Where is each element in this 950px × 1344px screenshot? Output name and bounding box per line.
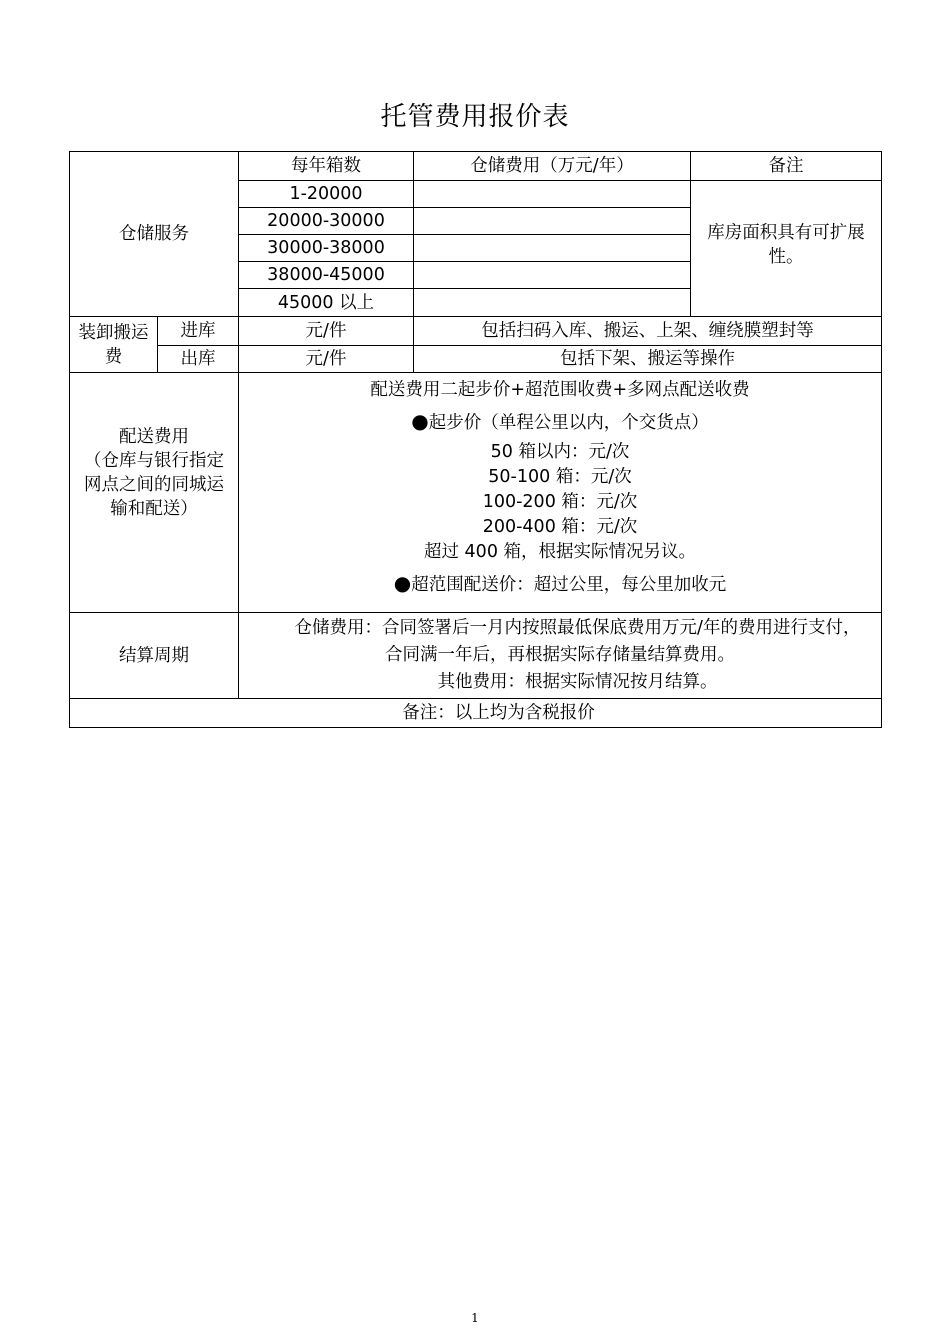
range-cell: 38000-45000 [239,262,414,289]
settlement-para-storage: 仓储费用：合同签署后一月内按照最低保底费用万元/年的费用进行支付，合同满一年后，再根据实际存储量结算费用。 [294,618,861,665]
delivery-tier: 超过 400 箱，根据实际情况另议。 [423,541,697,562]
handling-desc-out: 包括下架、搬运等操作 [414,346,882,373]
delivery-label: 配送费用 [119,426,189,447]
handling-fee-label [70,317,158,373]
storage-fee-cell[interactable] [414,262,691,289]
storage-service-label: 仓储服务 [70,152,239,317]
handling-unit-out: 元/件 [239,346,414,373]
range-cell: 20000-30000 [239,208,414,235]
header-remark: 备注 [691,152,882,181]
bullet-dot-icon: ● [393,570,412,595]
delivery-tier: 100-200 箱：元/次 [482,491,638,512]
delivery-bullet-extra [253,570,867,598]
footnote: 备注：以上均为含税报价 [70,699,882,728]
delivery-bullet-start [253,408,867,436]
delivery-tier: 50 箱以内：元/次 [490,441,630,462]
handling-fee-label-text: 装卸搬运费 [78,322,149,367]
storage-remark-cell [691,181,882,317]
storage-fee-cell[interactable] [414,289,691,317]
settlement-label: 结算周期 [70,613,239,699]
delivery-formula: 配送费用二起步价+超范围收费+多网点配送收费 [370,379,750,400]
header-storage-fee: 仓储费用（万元/年） [414,152,691,181]
settlement-detail [239,613,882,699]
range-cell: 45000 以上 [239,289,414,317]
delivery-fee-label [70,373,239,613]
delivery-bullet-start-text: 起步价（单程公里以内，个交货点） [428,412,709,433]
delivery-label-block [70,425,238,561]
handling-unit-in: 元/件 [239,317,414,346]
range-cell: 1-20000 [239,181,414,208]
storage-fee-cell[interactable] [414,181,691,208]
page-number: 1 [471,1311,479,1325]
delivery-sublabel: （仓库与银行指定网点之间的同城运输和配送） [84,450,224,519]
quote-table [69,151,882,728]
delivery-tier: 200-400 箱：元/次 [482,516,638,537]
page-title: 托管费用报价表 [380,102,570,132]
handling-desc-in: 包括扫码入库、搬运、上架、缠绕膜塑封等 [414,317,882,346]
range-cell: 30000-38000 [239,235,414,262]
settlement-para-other: 其他费用：根据实际情况按月结算。 [437,672,718,692]
storage-remark-text: 库房面积具有可扩展性。 [707,222,865,267]
storage-fee-cell[interactable] [414,235,691,262]
storage-fee-cell[interactable] [414,208,691,235]
handling-type-out: 出库 [158,346,239,373]
handling-type-in: 进库 [158,317,239,346]
bullet-dot-icon: ● [411,408,429,433]
header-boxes-per-year: 每年箱数 [239,152,414,181]
delivery-detail [239,373,882,613]
delivery-bullet-extra-text: 超范围配送价：超过公里，每公里加收元 [411,574,727,595]
delivery-tier: 50-100 箱：元/次 [488,466,632,487]
